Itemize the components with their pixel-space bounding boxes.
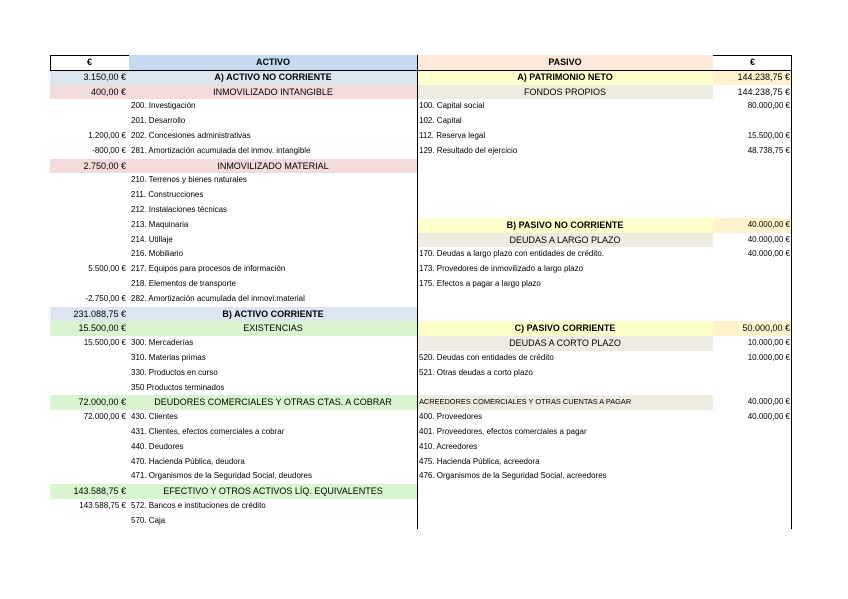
table-row [50, 321, 792, 336]
activo-amount: 143.588,75 € [50, 484, 129, 499]
pasivo-amount [713, 203, 792, 218]
activo-label: B) ACTIVO CORRIENTE [129, 307, 417, 322]
table-row [50, 247, 792, 262]
activo-amount: 3.150,00 € [50, 70, 129, 85]
activo-label: 310. Materias primas [131, 352, 206, 362]
pasivo-amount [713, 469, 792, 484]
pasivo-amount: 40.000,00 € [747, 234, 790, 244]
activo-label: EFECTIVO Y OTROS ACTIVOS LÍQ. EQUIVALENTES [129, 484, 417, 499]
activo-label: 470. Hacienda Pública, deudora [131, 456, 245, 466]
activo-header: ACTIVO [129, 55, 417, 70]
activo-amount [50, 514, 129, 529]
activo-amount: -2.750,00 € [85, 293, 126, 303]
pasivo-label: 475. Hacienda Pública, acreedora [419, 456, 540, 466]
pasivo-label [417, 292, 713, 307]
pasivo-amount: 144.238,75 € [737, 86, 790, 97]
activo-amount [50, 218, 129, 233]
activo-amount [50, 455, 129, 470]
table-row [50, 381, 792, 396]
pasivo-amount [713, 440, 792, 455]
table-row [50, 99, 792, 114]
pasivo-label [417, 499, 713, 514]
table-row [50, 173, 792, 188]
table-row [50, 336, 792, 351]
table-row [50, 366, 792, 381]
pasivo-amount: 40.000,00 € [747, 249, 790, 259]
activo-label: A) ACTIVO NO CORRIENTE [129, 70, 417, 85]
pasivo-amount: 48.738,75 € [747, 145, 790, 155]
pasivo-label: 175. Efectos a pagar a largo plazo [419, 278, 541, 288]
pasivo-amount [713, 292, 792, 307]
activo-amount: 15.500,00 € [50, 321, 129, 336]
table-row [50, 70, 792, 85]
pasivo-amount [713, 159, 792, 174]
activo-amount: 2.750,00 € [50, 159, 129, 174]
table-row [50, 425, 792, 440]
activo-label: 471. Organismos de la Seguridad Social, deudores [131, 471, 312, 481]
table-row [50, 144, 792, 159]
activo-label: 213. Maquinaria [131, 219, 189, 229]
activo-label: 570. Caja [131, 515, 166, 525]
activo-label: 217. Equipos para procesos de información [131, 264, 286, 274]
pasivo-amount: 10.000,00 € [747, 352, 790, 362]
header-bottom-border [50, 70, 792, 71]
table-row [50, 307, 792, 322]
activo-amount: 1.200,00 € [88, 130, 126, 140]
activo-amount [50, 351, 129, 366]
table-row [50, 469, 792, 484]
activo-label: 350 Productos terminados [131, 382, 225, 392]
activo-amount [50, 233, 129, 248]
pasivo-label [417, 173, 713, 188]
table-row [50, 262, 792, 277]
currency-header-left: € [86, 57, 92, 67]
pasivo-label: 170. Deudas a largo plazo con entidades de crédito. [419, 249, 605, 259]
pasivo-label: 410. Acreedores [419, 441, 478, 451]
activo-amount: 400,00 € [50, 85, 129, 100]
activo-amount [50, 366, 129, 381]
activo-label: INMOVILIZADO INTANGIBLE [129, 85, 417, 100]
pasivo-label [417, 514, 713, 529]
activo-label: INMOVILIZADO MATERIAL [129, 159, 417, 174]
table-row [50, 159, 792, 174]
pasivo-amount: 15.500,00 € [747, 130, 790, 140]
pasivo-amount: 40.000,00 € [747, 397, 790, 407]
table-row [50, 455, 792, 470]
pasivo-amount [713, 425, 792, 440]
table-row [50, 233, 792, 248]
pasivo-label: B) PASIVO NO CORRIENTE [417, 218, 713, 233]
pasivo-label: FONDOS PROPIOS [417, 85, 713, 100]
pasivo-label: 100. Capital social [419, 101, 485, 111]
table-row [50, 292, 792, 307]
pasivo-label [417, 188, 713, 203]
table-row [50, 499, 792, 514]
table-row [50, 129, 792, 144]
pasivo-amount [713, 307, 792, 322]
pasivo-label [417, 307, 713, 322]
pasivo-label: 476. Organismos de la Seguridad Social, acreedores [419, 471, 607, 481]
pasivo-amount [713, 381, 792, 396]
activo-label: 211. Construcciones [131, 190, 204, 200]
pasivo-amount [713, 173, 792, 188]
activo-label: 282. Amortización acumulada del inmovi.material [131, 293, 305, 303]
pasivo-amount [713, 514, 792, 529]
activo-amount [50, 277, 129, 292]
pasivo-amount [713, 277, 792, 292]
pasivo-label [417, 159, 713, 174]
activo-amount: 5.500,00 € [88, 264, 126, 274]
table-row [50, 203, 792, 218]
left-border [50, 55, 51, 70]
pasivo-label: C) PASIVO CORRIENTE [417, 321, 713, 336]
activo-label: 330. Productos en curso [131, 367, 218, 377]
table-row [50, 277, 792, 292]
table-row [50, 410, 792, 425]
pasivo-amount [713, 366, 792, 381]
activo-label: 201. Desarrollo [131, 116, 186, 126]
activo-label: EXISTENCIAS [129, 321, 417, 336]
pasivo-label: 129. Resultado del ejercicio [419, 145, 518, 155]
pasivo-amount [713, 262, 792, 277]
pasivo-label: 173. Provedores de inmovilizado a largo plazo [419, 264, 584, 274]
pasivo-amount [713, 188, 792, 203]
activo-amount: -800,00 € [92, 145, 126, 155]
pasivo-label: ACREEDORES COMERCIALES Y OTRAS CUENTAS A PAGAR [417, 395, 713, 410]
activo-label: 430. Clientes [131, 412, 178, 422]
pasivo-label: 112. Reserva legal [419, 130, 486, 140]
pasivo-amount: 40.000,00 € [747, 412, 790, 422]
table-row [50, 351, 792, 366]
activo-amount: 72.000,00 € [83, 412, 126, 422]
activo-label: 572. Bancos e instituciones de crédito [131, 500, 266, 510]
table-row [50, 440, 792, 455]
table-row [50, 484, 792, 499]
pasivo-amount: 10.000,00 € [747, 338, 790, 348]
activo-amount [50, 114, 129, 129]
table-row [50, 188, 792, 203]
activo-label: 200. Investigación [131, 101, 196, 111]
activo-label: 210. Terrenos y bienes naturales [131, 175, 247, 185]
activo-amount [50, 188, 129, 203]
pasivo-amount: 144.238,75 € [713, 70, 792, 85]
activo-label: 440. Deudores [131, 441, 184, 451]
table-row [50, 85, 792, 100]
activo-amount: 231.088,75 € [50, 307, 129, 322]
activo-amount: 72.000,00 € [50, 395, 129, 410]
activo-label: 216. Mobiliario [131, 249, 184, 259]
activo-label: 300. Mercaderías [131, 338, 194, 348]
header-row [50, 55, 792, 70]
activo-amount [50, 425, 129, 440]
activo-amount: 143.588,75 € [79, 500, 126, 510]
pasivo-amount: 40.000,00 € [713, 218, 792, 233]
pasivo-amount: 80.000,00 € [747, 101, 790, 111]
right-border [791, 55, 792, 529]
pasivo-label: 521. Otras deudas a corto plazo [419, 367, 533, 377]
balance-sheet [50, 55, 792, 529]
pasivo-label: A) PATRIMONIO NETO [417, 70, 713, 85]
pasivo-label [417, 381, 713, 396]
pasivo-label [417, 484, 713, 499]
activo-amount [50, 381, 129, 396]
pasivo-label [417, 203, 713, 218]
pasivo-amount [713, 455, 792, 470]
table-row [50, 395, 792, 410]
table-row [50, 514, 792, 529]
activo-label: DEUDORES COMERCIALES Y OTRAS CTAS. A COBRAR [129, 395, 417, 410]
activo-label: 212. Instalaciones técnicas [131, 204, 228, 214]
pasivo-label: 400. Proveedores [419, 412, 483, 422]
pasivo-amount: 50.000,00 € [713, 321, 792, 336]
pasivo-header: PASIVO [417, 55, 713, 70]
activo-label: 218. Elementos de transporte [131, 278, 236, 288]
activo-label: 202. Concesiones administrativas [131, 130, 251, 140]
pasivo-label: 102. Capital [419, 116, 462, 126]
pasivo-amount [713, 484, 792, 499]
pasivo-label: 520. Deudas con entidades de crédito [419, 352, 554, 362]
activo-amount [50, 469, 129, 484]
pasivo-label: 401. Proveedores, efectos comerciales a pagar [419, 426, 587, 436]
middle-border [417, 55, 418, 529]
activo-amount [50, 173, 129, 188]
activo-label: 431. Clientes, efectos comerciales a cobrar [131, 426, 285, 436]
activo-label: 281. Amortización acumulada del inmov. intangible [131, 145, 311, 155]
activo-amount [50, 203, 129, 218]
table-row [50, 114, 792, 129]
activo-amount [50, 247, 129, 262]
pasivo-label: DEUDAS A CORTO PLAZO [417, 336, 713, 351]
activo-amount [50, 440, 129, 455]
pasivo-amount [713, 499, 792, 514]
pasivo-label: DEUDAS A LARGO PLAZO [417, 233, 713, 248]
activo-amount [50, 99, 129, 114]
currency-header-right: € [749, 57, 755, 67]
pasivo-amount [713, 114, 792, 129]
table-row [50, 218, 792, 233]
activo-amount: 15.500,00 € [83, 338, 126, 348]
activo-label: 214. Utillaje [131, 234, 173, 244]
